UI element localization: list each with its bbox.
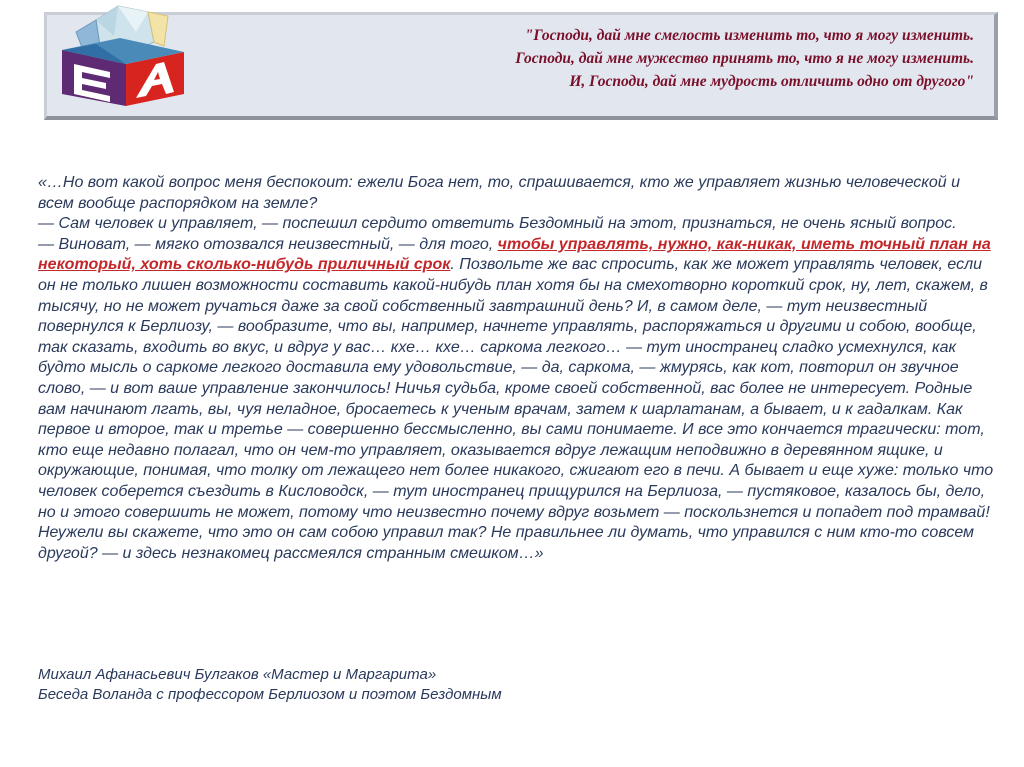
logo-icon <box>56 2 196 114</box>
excerpt-paragraph: «…Но вот какой вопрос меня беспокоит: ежели Бога нет, то, спрашивается, кто же управляет жизнью человеческой и всем вообще распорядком на земле? <box>38 174 960 212</box>
prayer-line: Господи, дай мне мужество принять то, что я не могу изменить. <box>515 50 974 67</box>
attribution <box>38 665 502 705</box>
highlighted-phrase: чтобы управлять, нужно, как-никак, иметь точный план на некоторый, хоть сколько-нибудь приличный срок <box>38 235 991 274</box>
author-line: Михаил Афанасьевич Булгаков «Мастер и Маргарита» <box>38 666 437 683</box>
excerpt-paragraph: — Виноват, — мягко отозвался неизвестный, — для того, <box>38 235 498 253</box>
excerpt-paragraph: — Сам человек и управляет, — поспешил сердито ответить Бездомный на этот, признаться, не очень ясный вопрос. <box>38 215 957 233</box>
novel-excerpt <box>38 173 998 564</box>
scene-line: Беседа Воланда с профессором Берлиозом и поэтом Бездомным <box>38 686 502 703</box>
prayer-quote <box>274 24 974 93</box>
prayer-line: "Господи, дай мне смелость изменить то, что я могу изменить. <box>524 27 974 44</box>
prayer-line: И, Господи, дай мне мудрость отличить одно от другого" <box>569 73 974 90</box>
excerpt-paragraph: . Позвольте же вас спросить, как же может управлять человек, если он не только лишен возможности составить какой-нибудь план хотя бы на смехотворно короткий срок, ну, лет, скажем, в тысячу, но не может ручаться даже за свой собственный завтрашний день? И, в самом деле, — тут неизвестный повернулся к Берлиозу, — вообразите, что вы, например, начнете управлять, распоряжаться и другими и собою, вообще, так сказать, входить во вкус, и вдруг у вас… кхе… кхе… саркома легкого… — тут иностранец сладко усмехнулся, как будто мысль о саркоме легкого доставила ему удовольствие, — да, саркома, — жмурясь, как кот, повторил он звучное слово, — и вот ваше управление закончилось! Ничья судьба, кроме своей собственной, вас более не интересует. Родные вам начинают лгать, вы, чуя неладное, бросаетесь к ученым врачам, затем к шарлатанам, а бывает, и к гадалкам. Как первое и второе, так и третье — совершенно бессмысленно, вы сами понимаете. И все это кончается трагически: тот, кто еще недавно полагал, что он чем-то управляет, оказывается вдруг лежащим неподвижно в деревянном ящике, и окружающие, понимая, что толку от лежащего нет более никакого, сжигают его в печи. А бывает и еще хуже: только что человек соберется съездить в Кисловодск, — тут иностранец прищурился на Берлиоза, — пустяковое, казалось бы, дело, но и этого совершить не может, потому что неизвестно почему вдруг возьмет — поскользнется и попадет под трамвай! Неужели вы скажете, что это он сам собою управил так? Не правильнее ли думать, что управился с ним кто-то совсем другой? — и здесь незнакомец рассмеялся странным смешком…» <box>38 256 994 562</box>
